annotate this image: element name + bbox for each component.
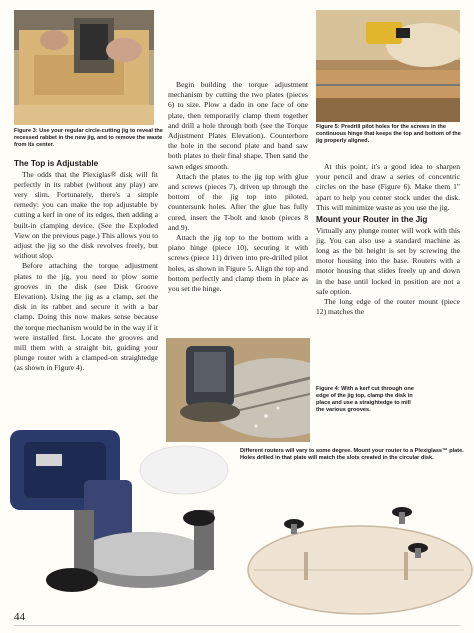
figure-3-caption: Figure 3: Use your regular circle-cutting jig to reveal the recessed rabbet in the new jig, and to remove the waste from its center. — [14, 128, 163, 148]
figure-5-caption: Figure 5: Predrill pilot holes for the screws in the continuous hinge that keeps the top and bottom of the jig properly aligned. — [316, 124, 461, 144]
figure-3-photo — [14, 10, 154, 125]
column-3 — [316, 162, 460, 317]
figure-4-caption: Figure 4: With a kerf cut through one edge of the jig top, clamp the disk in place and use a straightedge to mill the various grooves. — [316, 386, 414, 413]
routers-caption: Different routers will vary to some degree. Mount your router to a Plexiglass™ plate. Holes drilled in that plate will match the slots created in the circular disk. — [240, 448, 464, 461]
col3-paragraph-2: Virtually any plunge router will work with this jig. You can also use a standard machine as long as the bit height is set by screwing the motor housing into the base. Routers with a motor housing that slides freely up and down in the base until locked in position are not a safe option. — [316, 225, 460, 296]
figure-5-photo — [316, 10, 460, 122]
section-heading-top-adjustable: The Top is Adjustable — [14, 159, 99, 168]
col1-paragraph-1: The odds that the Plexiglas® disk will fit perfectly in its rabbet (without any play) are very slim. Fortunately, there's a simple remedy: you can make the top adjustable by cutting a kerf in one of its edges, then adding a built-in clamping device. (See the Exploded View on the previous page.) This allows you to adjust the jig so the disk revolves freely, but without slop. — [14, 169, 158, 261]
section-heading-mount-router: Mount your Router in the Jig — [316, 215, 428, 225]
col2-paragraph-2: Attach the plates to the jig top with glue and screws (pieces 7), driven up through the bottom of the jig top into piloted, countersunk holes. After the glue has fully cured, insert the T-bolt and knob (pieces 8 and 9). — [168, 171, 308, 232]
col2-paragraph-3: Attach the jig top to the bottom with a piano hinge (piece 10), securing it with screws (piece 11) driven into pre-drilled pilot holes, as shown in Figure 5. Align the top and bottom perfectly and clamp them in place as you set the hinge. — [168, 233, 308, 294]
column-2 — [168, 80, 308, 294]
col3-paragraph-1: At this point, it's a good idea to sharpen your pencil and draw a series of concentric circles on the base (Figure 6). Make them 1" apart to help you center stock under the disk. This will minimize waste as you use the jig. — [316, 162, 460, 212]
col2-paragraph-1: Begin building the torque adjustment mechanism by cutting the two plates (pieces 6) to size. Plow a dado in one face of one plate, then temporarily clamp them together and drill a hole through both (see the Torque Adjustment Plates Elevation). Counterbore the hole in the second plate and band saw both plates to their final shape. Then sand the sawn edges smooth. — [168, 80, 308, 171]
column-1 — [14, 157, 158, 374]
col1-paragraph-2: Before attaching the torque adjustment plates to the jig, you need to plow some grooves in the disk (see Disk Groove Elevation). Using the jig as a clamp, set the disk in its rabbet and secure it with a bar clamp. Doing this now makes sense because the torque mechanism would be in the way if it were installed first. Locate the grooves and mill them with a straight bit, guiding your plunge router with a clamped-on straightedge (as shown in Figure 4). — [14, 261, 158, 373]
page-number: 44 — [14, 611, 25, 623]
col3-paragraph-3: The long edge of the router mount (piece 12) matches the — [316, 296, 460, 317]
page-bottom-rule — [14, 625, 460, 626]
